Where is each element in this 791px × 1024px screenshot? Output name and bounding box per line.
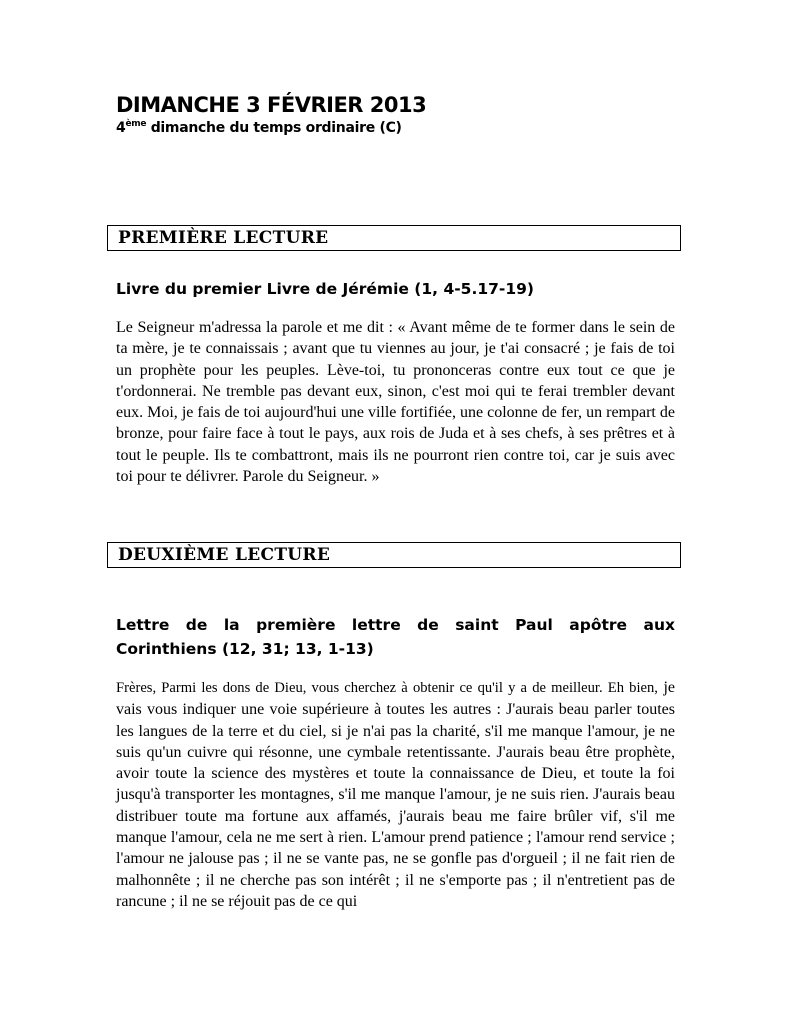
subtitle-superscript: ème xyxy=(125,119,147,129)
section-label: DEUXIÈME LECTURE xyxy=(118,545,331,565)
first-reading-text: Le Seigneur m'adressa la parole et me dit : « Avant même de te former dans le sein de ta mère, je te connaissais ; avant que tu viennes au jour, je t'ai consacré ; je fais de toi un prophète pour les peuples. Lève-toi, tu prononceras contre eux tout ce que je t'ordonnerai. Ne tremble pas devant eux, sinon, c'est moi qui te ferai trembler devant eux. Moi, je fais de toi aujourd'hui une ville fortifiée, une colonne de fer, un rempart de bronze, pour faire face à tout le pays, aux rois de Juda et à ses chefs, à ses prêtres et à tout le peuple. Ils te combattront, mais ils ne pourront rien contre toi, car je suis avec toi pour te délivrer. Parole du Seigneur. » xyxy=(116,319,675,486)
second-reading-title-line1: Lettre de la première lettre de saint Paul apôtre aux xyxy=(116,616,675,634)
subtitle-text: dimanche du temps ordinaire (C) xyxy=(146,120,402,136)
section-label: PREMIÈRE LECTURE xyxy=(118,228,329,248)
second-reading-body: je vais vous indiquer une voie supérieure à toutes les autres : J'aurais beau parler toutes les langues de la terre et du ciel, si je n'ai pas la charité, s'il me manque l'amour, je ne suis qu'un cuivre qui résonne, une cymbale retentissante. J'aurais beau être prophète, avoir toute la science des mystères et toute la connaissance de Dieu, et toute la foi jusqu'à transporter les montagnes, s'il me manque l'amour, je ne suis rien. J'aurais beau distribuer toute ma fortune aux affamés, j'aurais beau me faire brûler vif, s'il me manque l'amour, cela ne me sert à rien. L'amour prend patience ; l'amour rend service ; l'amour ne jalouse pas ; il ne se vante pas, ne se gonfle pas d'orgueil ; il ne fait rien de malhonnête ; il ne cherche pas son intérêt ; il ne s'emporte pas ; il n'entretient pas de rancune ; il ne se réjouit pas de ce qui xyxy=(116,679,676,910)
second-reading-text xyxy=(116,677,675,912)
second-reading-title-line2: Corinthiens (12, 31; 13, 1-13) xyxy=(116,640,374,658)
second-reading-first-line: Frères, Parmi les dons de Dieu, vous cherchez à obtenir ce qu'il y a de meilleur. Eh bien, xyxy=(116,680,658,696)
second-reading-title xyxy=(116,613,675,661)
page-subtitle xyxy=(116,118,402,138)
first-reading-title: Livre du premier Livre de Jérémie (1, 4-5.17-19) xyxy=(116,280,535,298)
subtitle-ordinal: 4 xyxy=(116,120,126,136)
page-title: DIMANCHE 3 FÉVRIER 2013 xyxy=(116,93,427,117)
section-header-first-reading xyxy=(107,225,681,251)
section-header-second-reading xyxy=(107,542,681,568)
